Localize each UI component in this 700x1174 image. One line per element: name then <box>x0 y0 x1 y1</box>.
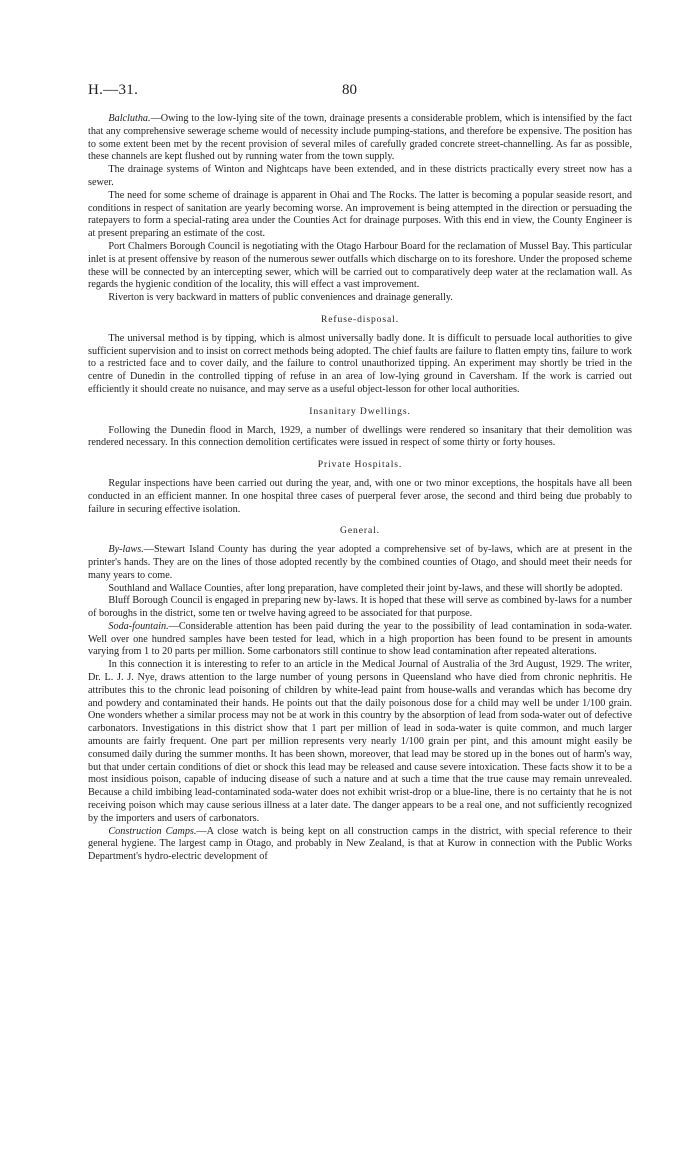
page-header <box>88 82 632 102</box>
paragraph-lead: Balclutha. <box>108 113 151 124</box>
paragraph-text: —Owing to the low-lying site of the town, drainage presents a considerable problem, which is intensified by the fact that any comprehensive sewerage scheme would of necessity include pumping-stations, and therefore be expensive. The position has to some extent been met by the recent provision of several miles of carefully graded concrete street-channelling. As far as possible, these channels are kept flushed out by running water from the town supply. <box>88 113 632 163</box>
paragraph-text: Southland and Wallace Counties, after long preparation, have completed their joint by-laws, and these will shortly be adopted. <box>108 582 623 594</box>
paragraph-text: —Stewart Island County has during the year adopted a comprehensive set of by-laws, which are at present in the printer's hands. They are on the lines of those adopted recently by the combined counties of Otago, and should meet their needs for many years to come. <box>88 544 632 581</box>
paragraph <box>88 425 632 451</box>
paragraph <box>88 190 632 241</box>
paragraph <box>88 113 632 164</box>
document-body <box>88 113 632 864</box>
paragraph-text: The universal method is by tipping, which is almost universally badly done. It is difficult to persuade local authorities to give sufficient supervision and to insist on correct methods being adopted. The chief faults are failure to flatten empty tins, failure to work to a restricted face and to cover daily, and the failure to control unauthorized tipping. An experiment may shortly be tried in the centre of Dunedin in the controlled tipping of refuse in an area of low-lying ground in Caversham. If the work is carried out efficiently it should create no nuisance, and may serve as a useful object-lesson for other local authorities. <box>88 332 632 395</box>
section-heading: Insanitary Dwellings. <box>309 405 411 417</box>
paragraph <box>88 478 632 516</box>
page-number: 80 <box>342 82 357 98</box>
paragraph-text: Bluff Borough Council is engaged in preparing new by-laws. It is hoped that these will serve as combined by-laws for a number of boroughs in the district, some ten or twelve having agreed to be associated for that purpose. <box>88 595 632 620</box>
paragraph-text: Following the Dunedin flood in March, 1929, a number of dwellings were rendered so insanitary that their demolition was rendered necessary. In this connection demolition certificates were issued in respect of some thirty or forty houses. <box>88 424 632 449</box>
section-heading: Refuse-disposal. <box>320 313 400 325</box>
paragraph <box>88 241 632 292</box>
paragraph <box>88 583 632 596</box>
paragraph <box>88 164 632 190</box>
paragraph <box>88 292 632 305</box>
paragraph-lead: Construction Camps. <box>108 825 197 837</box>
paragraph-lead: By-laws. <box>108 544 144 556</box>
paragraph <box>88 333 632 397</box>
report-reference: H.—31. <box>88 82 139 98</box>
paragraph <box>88 659 632 825</box>
paragraph-text: In this connection it is interesting to refer to an article in the Medical Journal of Australia of the 3rd August, 1929. The writer, Dr. L. J. J. Nye, draws attention to the large number of young persons in Queensland who have died from chronic nephritis. He attributes this to the chronic lead poisoning of children by white-lead paint from house-walls and verandas which has become dry and powdery and contaminated their hands. He points out that the daily poisonous dose for a child may well be under 1/100 grain. One wonders whether a similar process may not be at work in this country by the absorption of lead from soda-water out of defective carbonators. Investigations in this district show that 1 part per million of lead in soda-water is quite common, and much larger amounts are fairly frequent. One part per million represents very nearly 1/100 grain per pint, and this amount might easily be consumed daily during the summer months. It has been shown, moreover, that lead may be stored up in the bones out of harm's way, but that under certain conditions of diet or shock this lead may be released and cause severe intoxication. These facts show it to be a most insidious poison, capable of inducing disease of such a nature and at such a time that the true cause may remain unrevealed. Because a child imbibing lead-contaminated soda-water does not exhibit wrist-drop or a blue-line, there is no certainty that he is not receiving poison which may cause serious illness at a later date. The danger appears to be a real one, and not sufficiently recognized by the importers and users of carbonators. <box>88 659 632 824</box>
paragraph <box>88 826 632 864</box>
paragraph-text: Riverton is very backward in matters of public conveniences and drainage generally. <box>108 292 453 304</box>
paragraph-text: The drainage systems of Winton and Nightcaps have been extended, and in these districts practically every street now has a sewer. <box>88 164 632 188</box>
paragraph-text: —A close watch is being kept on all construction camps in the district, with special reference to their general hygiene. The largest camp in Otago, and probably in New Zealand, is that at Kurow in connection with the Public Works Department's hydro-electric development of <box>88 825 632 863</box>
section-heading: General. <box>340 525 380 537</box>
paragraph <box>88 544 632 582</box>
paragraph <box>88 621 632 659</box>
paragraph-text: —Considerable attention has been paid during the year to the possibility of lead contamination in soda-water. Well over one hundred samples have been tested for lead, which in a high proportion has been found to be present in amounts varying from 1 to 20 parts per million. Some carbonators still continue to show lead contamination after repeated alterations. <box>88 620 632 658</box>
paragraph-text: Regular inspections have been carried out during the year, and, with one or two minor exceptions, the hospitals have all been conducted in an efficient manner. In one hospital three cases of puerperal fever arose, the second and third being due probably to failure in securing effective isolation. <box>88 477 632 515</box>
paragraph <box>88 595 632 621</box>
section-heading: Private Hospitals. <box>317 459 403 471</box>
paragraph-lead: Soda-fountain. <box>108 620 169 632</box>
paragraph-text: The need for some scheme of drainage is apparent in Ohai and The Rocks. The latter is becoming a popular seaside resort, and conditions in respect of sanitation are yearly becoming worse. An improvement is being attempted in the direction or persuading the ratepayers to form a special-rating area under the Counties Act for drainage purposes. With this end in view, the County Engineer is at present preparing an estimate of the cost. <box>88 189 632 240</box>
paragraph-text: Port Chalmers Borough Council is negotiating with the Otago Harbour Board for the reclamation of Mussel Bay. This particular inlet is at present offensive by reason of the numerous sewer outfalls which discharge on to its foreshore. Under the proposed scheme these will be connected by an intercepting sewer, which will be carried out to comparatively deep water at the reclamation wall. As regards the hygienic condition of the locality, this will effect a vast improvement. <box>88 240 632 291</box>
